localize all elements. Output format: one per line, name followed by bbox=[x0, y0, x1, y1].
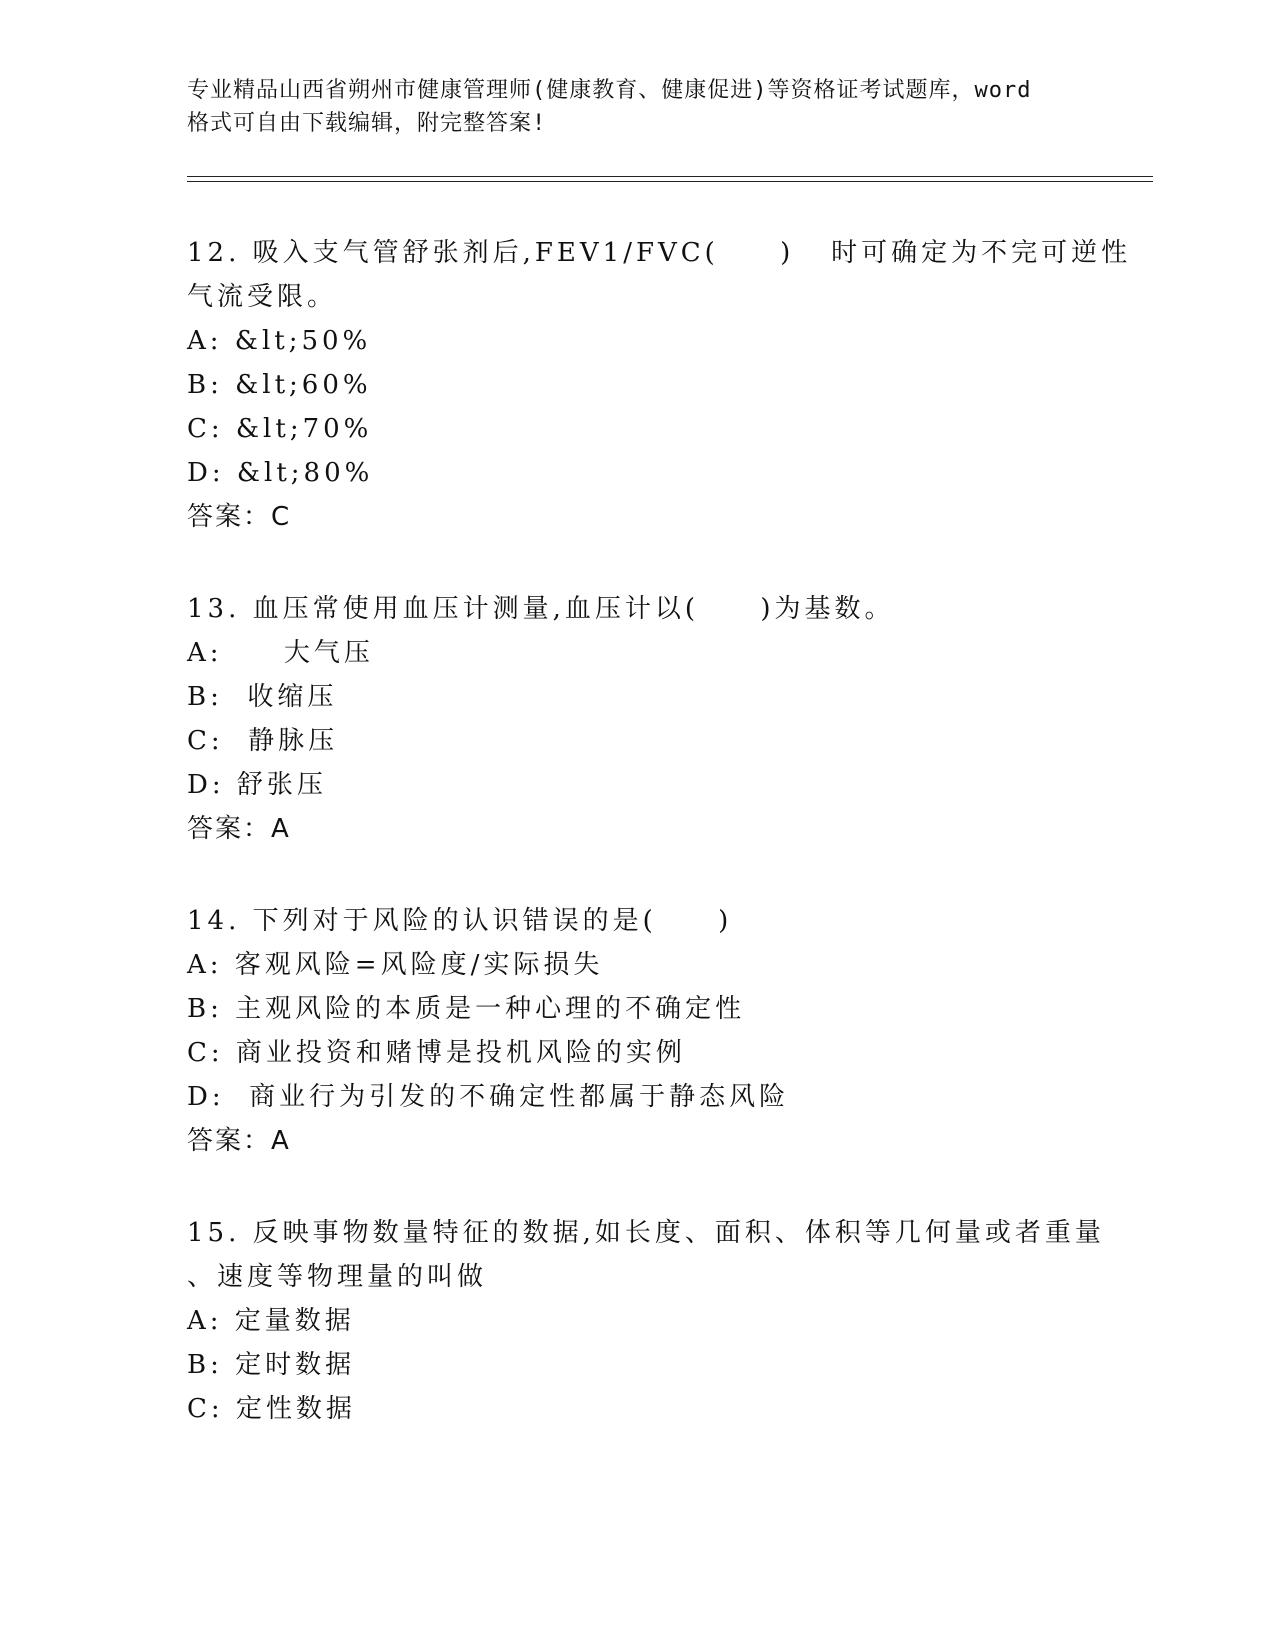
question-14-answer: 答案：A bbox=[187, 1126, 291, 1156]
header-line-2: 格式可自由下载编辑，附完整答案! bbox=[187, 111, 547, 136]
question-13-option-c: C: 静脉压 bbox=[187, 726, 339, 756]
question-12-option-c: C: &lt;70% bbox=[187, 414, 373, 444]
question-12-option-d: D: &lt;80% bbox=[187, 458, 374, 488]
question-14-stem: 14. 下列对于风险的认识错误的是( ) bbox=[187, 906, 733, 936]
question-15-option-a: A: 定量数据 bbox=[187, 1306, 355, 1336]
question-15-stem-cont: 、速度等物理量的叫做 bbox=[187, 1262, 488, 1292]
question-13-option-b: B: 收缩压 bbox=[187, 682, 338, 712]
question-14-option-a: A: 客观风险=风险度/实际损失 bbox=[187, 950, 604, 980]
document-header bbox=[187, 74, 1087, 140]
header-divider-bottom bbox=[187, 181, 1153, 182]
header-line-1: 专业精品山西省朔州市健康管理师(健康教育、健康促进)等资格证考试题库，word bbox=[187, 78, 1032, 103]
question-12-answer: 答案：C bbox=[187, 502, 292, 532]
question-15-stem: 15. 反映事物数量特征的数据,如长度、面积、体积等几何量或者重量 bbox=[187, 1218, 1105, 1248]
question-12-stem: 12. 吸入支气管舒张剂后,FEV1/FVC( ) 时可确定为不完可逆性 bbox=[187, 238, 1132, 268]
question-12-option-b: B: &lt;60% bbox=[187, 370, 372, 400]
question-13-option-d: D: 舒张压 bbox=[187, 770, 327, 800]
question-13-option-a: A: 大气压 bbox=[187, 638, 374, 668]
question-14-option-d: D: 商业行为引发的不确定性都属于静态风险 bbox=[187, 1082, 790, 1112]
question-14-option-c: C: 商业投资和赌博是投机风险的实例 bbox=[187, 1038, 686, 1068]
question-15-option-b: B: 定时数据 bbox=[187, 1350, 356, 1380]
question-15-option-c: C: 定性数据 bbox=[187, 1394, 356, 1424]
question-12-option-a: A: &lt;50% bbox=[187, 326, 372, 356]
question-13-stem: 13. 血压常使用血压计测量,血压计以( )为基数。 bbox=[187, 594, 895, 624]
header-divider-top bbox=[187, 176, 1153, 177]
question-14-option-b: B: 主观风险的本质是一种心理的不确定性 bbox=[187, 994, 746, 1024]
question-12-stem-cont: 气流受限。 bbox=[187, 282, 338, 312]
question-13-answer: 答案：A bbox=[187, 814, 291, 844]
